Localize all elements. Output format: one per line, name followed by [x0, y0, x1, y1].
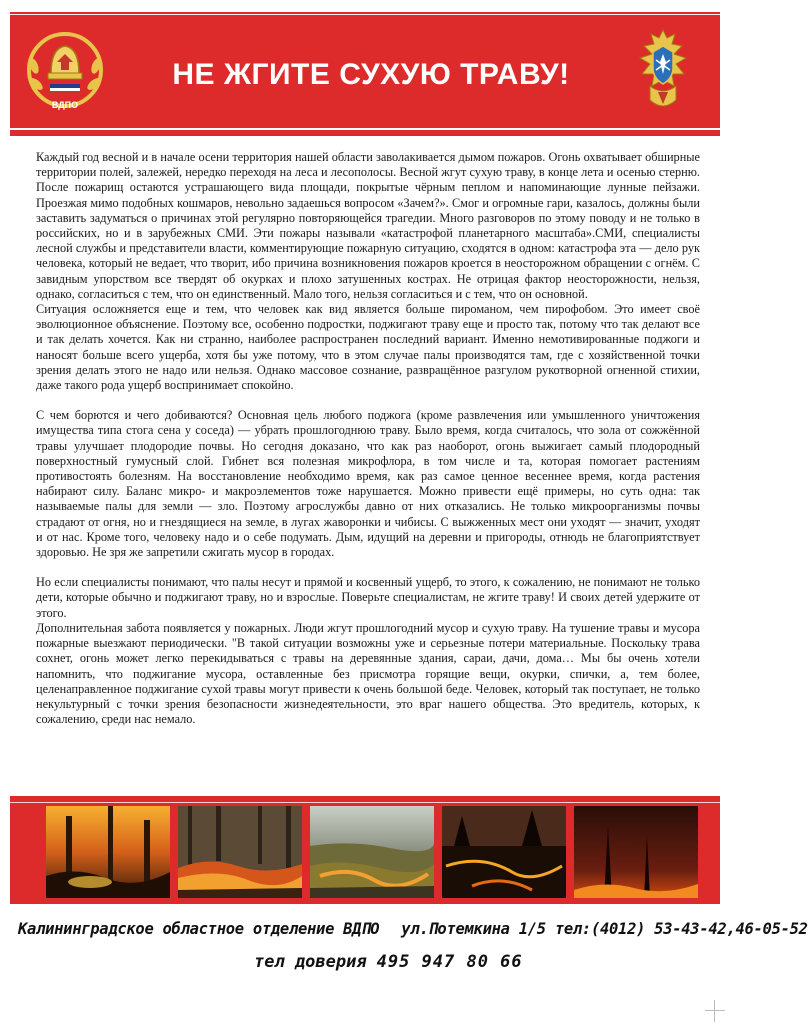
hotline-label: тел доверия	[254, 952, 367, 972]
footer-hotline-line	[254, 952, 523, 972]
night-fire-photo-4	[442, 806, 566, 898]
footer-contact-line	[18, 920, 808, 938]
hotline-number: 495 947 80 66	[376, 952, 523, 972]
article-paragraph-3: С чем борются и чего добиваются? Основная цель любого поджога (кроме развлечения или умышленного уничтожения имущества типа стога сена у соседа) — убрать прошлогоднюю траву. Было время, когда считалось, что зола от сожжённой травы улучшает плодородие почвы. Но сегодня доказано, что как раз наоборот, огонь выжигает самый плодородный поверхностный гумусный слой. Гибнет вся полезная микрофлора, в том числе и та, которая помогает растениям противостоять болезням. На восстановление необходимо время, как раз самое ценное весеннее время, когда растения набирают силу. Баланс микро- и макроэлементов тоже нарушается. Можно привести ещё примеры, но суть одна: так называемые палы для земли — зло. Поэтому агрослужбы давно от них отказались. Не только микроорганизмы почвы страдают от огня, но и гнездящиеся на земле, в лугах жаворонки и чибисы. С выжженных мест они уходят — значит, уходят и от нас. Кроме того, человеку надо и о себе подумать. Дым, идущий на деревни и пригороды, отнюдь не благоприятствует здоровью. Не зря же запретили сжигать мусор в городах.	[36, 408, 700, 560]
article-paragraph-5: Дополнительная забота появляется у пожарных. Люди жгут прошлогодний мусор и сухую траву. На тушение травы и мусора пожарные выезжают периодически. "В такой ситуации возможны уже и серьезные потери материальные. Поскольку трава сохнет, огонь может легко перекидываться с травы на деревянные здания, сараи, дачи, дома… Мы бы очень хотели напомнить, что поджигание мусора, оставленные без присмотра горящие вещи, окурки, спички, а, тем более, целенаправленное поджигание сухой травы могут привести к очень большой беде. Человек, который так поступает, не только некультурный с точки зрения безопасности жизнедеятельности, это враг нашего общества. Это вредитель, которых, к сожалению, среди нас немало.	[36, 620, 700, 727]
organization-name: Калининградское областное отделение ВДПО	[18, 920, 380, 938]
vdpo-emblem-icon	[24, 26, 106, 114]
forest-fire-photo-2	[178, 806, 302, 898]
page-title: НЕ ЖГИТЕ СУХУЮ ТРАВУ!	[172, 58, 570, 91]
address-phone: ул.Потемкина 1/5 тел:(4012) 53-43-42,46-05-52	[401, 920, 808, 938]
article-paragraph-1: Каждый год весной и в начале осени территория нашей области заволакивается дымом пожаров. Огонь охватывает обширные территории полей, залежей, нередко переходя на леса и лесополосы. Весной жгут сухую траву, в конце лета и осенью стерню. После пожарищ остаются устрашающего вида площади, покрытые чёрным пеплом и напоминающие лунные пейзажи. Проезжая мимо подобных кошмаров, невольно задаешься вопросом «Зачем?». Смог и огромные гари, казалось, должны были заставить задуматься о причинах этой регулярно повторяющейся трагедии. Много разговоров по этому поводу и не только в российских, но и в зарубежных СМИ. Эти пожары называли «катастрофой планетарного масштаба».СМИ, специалисты лесной службы и представители власти, комментирующие пожарную ситуацию, сходятся в одном: катастрофа эта — дело рук человека, который не ведает, что творит, ибо причина возникновения пожаров кроется в неосторожном обращении с огнём. С завидным упорством все твердят об окурках и плохо затушенных кострах. Не отрицая фактор неосторожности, нельзя, однако, согласиться с тем, что он единственный. Мало того, нельзя согласиться и с тем, что он основной.	[36, 150, 700, 301]
crop-mark-horizontal	[705, 1010, 725, 1011]
photo-band	[10, 796, 720, 904]
header-bottom-rule	[10, 128, 720, 130]
article-paragraph-2: Ситуация осложняется еще и тем, что человек как вид является больше пироманом, чем пирофобом. Это имеет своё эволюционное объяснение. Поэтому все, особенно подростки, поджигают траву еще и просто так, потому что так делают все и так делать хочется. Как ни странно, наиболее распространен последний вариант. Именно немотивированные поджоги и наносят больше всего ущерба, хотя бы уже потому, что в этом случае палы производятся там, где с хозяйственной точки зрения делать этого не надо или нельзя. Однако массовое сознание, развращённое разгулом рукотворной огненной стихии, даже такого рода ущерб воспринимает спокойно.	[36, 302, 700, 393]
article-paragraph-4: Но если специалисты понимают, что палы несут и прямой и косвенный ущерб, то этого, к сожалению, не понимают не только дети, которые обычно и поджигают траву, но и взрослые. Поверьте специалистам, не жгите траву! И своих детей удержите от этого.	[36, 575, 700, 620]
forest-fire-photo-1	[46, 806, 170, 898]
band-top-rule	[10, 802, 720, 803]
mchs-emblem-icon	[630, 24, 696, 120]
grass-fire-photo-3	[310, 806, 434, 898]
header-banner	[10, 12, 720, 136]
header-top-rule	[10, 14, 720, 15]
crop-mark-vertical	[714, 1000, 715, 1022]
vdpo-logo-text: ВДПО	[51, 100, 79, 110]
night-fire-photo-5	[574, 806, 698, 898]
article-body	[36, 150, 700, 727]
